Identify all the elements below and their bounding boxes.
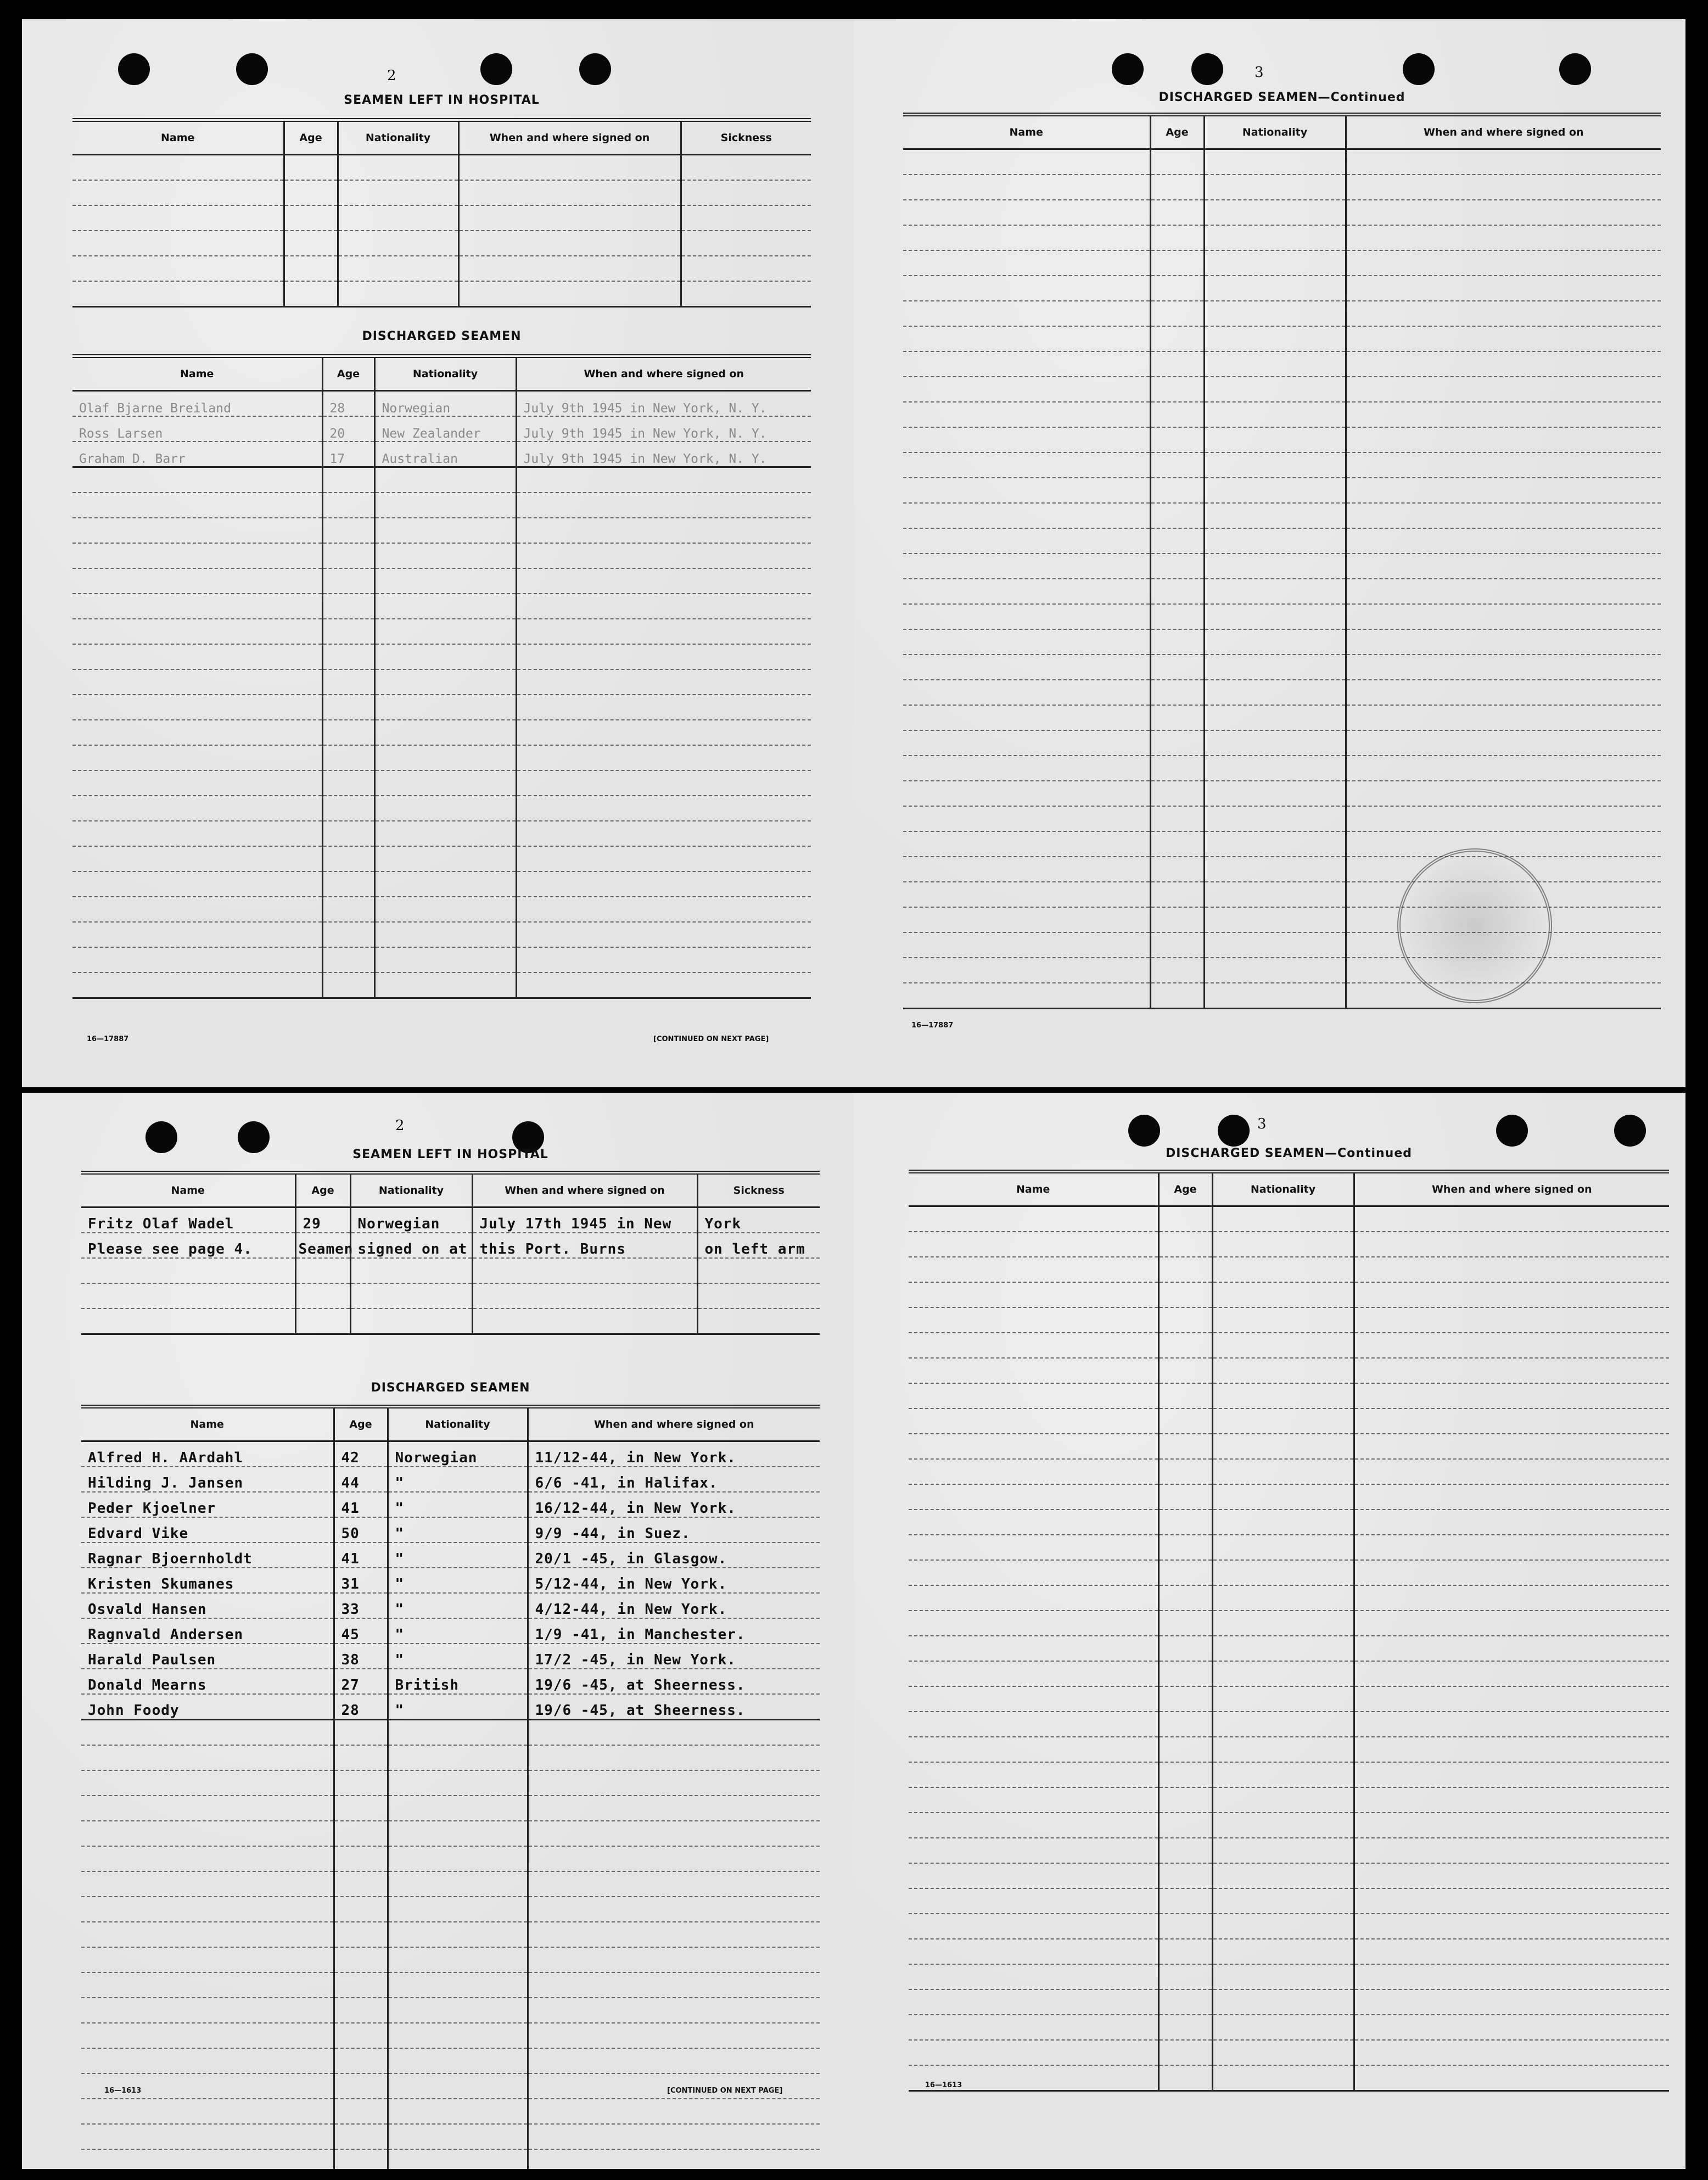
seaman-nationality: Australian <box>374 441 516 467</box>
seaman-signed-on: 11/12-44, in New York. <box>528 1441 820 1467</box>
col-header-age: Age <box>284 120 338 155</box>
col-header-signed-on: When and where signed on <box>528 1407 820 1441</box>
table-row <box>81 1922 820 1947</box>
table-row <box>72 155 811 181</box>
page-number: 2 <box>387 68 396 84</box>
seaman-age: 41 <box>334 1492 388 1517</box>
patient-note: signed on at <box>350 1233 472 1258</box>
table-row <box>909 1560 1669 1585</box>
table-row <box>909 1358 1669 1383</box>
table-row <box>81 1720 820 1746</box>
table-row <box>909 1510 1669 1535</box>
seaman-nationality: " <box>388 1492 528 1517</box>
continued-note: [CONTINUED ON NEXT PAGE] <box>667 2087 783 2095</box>
table-row <box>81 1309 820 1334</box>
col-header-age: Age <box>1150 115 1204 149</box>
table-row <box>909 1636 1669 1661</box>
table-row <box>903 806 1661 831</box>
seaman-age: 31 <box>334 1568 388 1593</box>
seaman-name: Alfred H. AArdahl <box>81 1441 334 1467</box>
col-header-age: Age <box>1158 1172 1212 1206</box>
seaman-nationality: " <box>388 1542 528 1568</box>
table-row <box>903 579 1661 604</box>
col-header-nationality: Nationality <box>1212 1172 1354 1206</box>
blank-rows <box>909 1206 1669 2091</box>
col-header-name: Name <box>72 120 284 155</box>
table-row <box>909 1888 1669 1914</box>
seaman-signed-on: July 9th 1945 in New York, N. Y. <box>516 416 811 441</box>
punch-hole <box>579 53 611 85</box>
blank-rows <box>903 149 1661 1009</box>
table-row <box>909 1762 1669 1787</box>
col-header-nationality: Nationality <box>388 1407 528 1441</box>
table-row <box>72 871 811 897</box>
table-row <box>903 149 1661 175</box>
seaman-signed-on: July 9th 1945 in New York, N. Y. <box>516 441 811 467</box>
hospital-heading: SEAMEN LEFT IN HOSPITAL <box>352 1148 548 1161</box>
seaman-name: John Foody <box>81 1694 334 1720</box>
seaman-age: 41 <box>334 1542 388 1568</box>
discharged-continued-table <box>909 1170 1669 2092</box>
seaman-nationality: " <box>388 1568 528 1593</box>
col-header-signed-on: When and where signed on <box>516 356 811 391</box>
seaman-nationality: " <box>388 1517 528 1542</box>
punch-hole <box>1403 53 1435 85</box>
table-row <box>909 1307 1669 1333</box>
table-row <box>81 1492 820 1517</box>
table-row <box>72 205 811 231</box>
col-header-name: Name <box>81 1407 334 1441</box>
col-header-age: Age <box>322 356 374 391</box>
discharged-heading: DISCHARGED SEAMEN <box>362 329 522 343</box>
table-row <box>909 1914 1669 1939</box>
table-header-row <box>72 120 811 155</box>
table-row <box>72 619 811 644</box>
seaman-name: Harald Paulsen <box>81 1644 334 1669</box>
table-row <box>909 1838 1669 1863</box>
sheet-bottom-left <box>22 1093 854 2169</box>
table-row <box>72 467 811 493</box>
table-row <box>909 1964 1669 1989</box>
seaman-signed-on: 1/9 -41, in Manchester. <box>528 1618 820 1644</box>
discharged-continued-table <box>903 113 1661 1009</box>
table-row <box>72 972 811 998</box>
seaman-signed-on: 6/6 -41, in Halifax. <box>528 1467 820 1492</box>
seaman-age: 50 <box>334 1517 388 1542</box>
seaman-age: 27 <box>334 1669 388 1694</box>
col-header-name: Name <box>903 115 1150 149</box>
page-number: 3 <box>1257 1116 1267 1132</box>
punch-hole <box>1128 1115 1160 1147</box>
table-row <box>903 655 1661 680</box>
seaman-signed-on: 19/6 -45, at Sheerness. <box>528 1669 820 1694</box>
patient-signed-on: July 17th 1945 in New <box>472 1208 697 1233</box>
patient-sickness: York <box>697 1208 820 1233</box>
seaman-name: Osvald Hansen <box>81 1593 334 1618</box>
table-row <box>81 1441 820 1467</box>
table-row <box>81 2149 820 2169</box>
table-row <box>903 958 1661 983</box>
form-number: 16—17887 <box>911 1021 954 1030</box>
table-row <box>81 1542 820 1568</box>
table-row <box>72 720 811 745</box>
col-header-signed-on: When and where signed on <box>472 1173 697 1208</box>
table-row <box>903 250 1661 276</box>
seaman-age: 20 <box>322 416 374 441</box>
table-row <box>81 1233 820 1258</box>
seaman-name: Peder Kjoelner <box>81 1492 334 1517</box>
table-row <box>903 503 1661 528</box>
form-number: 16—1613 <box>925 2081 962 2089</box>
seaman-age: 44 <box>334 1467 388 1492</box>
seaman-name: Hilding J. Jansen <box>81 1467 334 1492</box>
table-row <box>72 518 811 543</box>
table-row <box>909 1737 1669 1762</box>
page-number: 3 <box>1255 64 1264 81</box>
table-row <box>903 225 1661 250</box>
patient-note: Seamen <box>295 1233 350 1258</box>
table-header-row <box>903 115 1661 149</box>
table-row <box>903 351 1661 377</box>
table-row <box>81 1897 820 1922</box>
seaman-signed-on: 9/9 -44, in Suez. <box>528 1517 820 1542</box>
seaman-signed-on: 17/2 -45, in New York. <box>528 1644 820 1669</box>
table-row <box>72 231 811 256</box>
seaman-nationality: Norwegian <box>388 1441 528 1467</box>
table-row <box>903 705 1661 730</box>
seaman-nationality: " <box>388 1644 528 1669</box>
seaman-name: Olaf Bjarne Breiland <box>72 391 322 417</box>
hospital-heading: SEAMEN LEFT IN HOSPITAL <box>344 93 540 107</box>
seaman-name: Graham D. Barr <box>72 441 322 467</box>
table-row <box>909 1232 1669 1257</box>
table-row <box>909 1535 1669 1560</box>
col-header-signed-on: When and where signed on <box>1346 115 1661 149</box>
table-row <box>81 1568 820 1593</box>
table-row <box>81 2073 820 2099</box>
table-row <box>909 1813 1669 1838</box>
punch-hole <box>1112 53 1144 85</box>
col-header-age: Age <box>295 1173 350 1208</box>
table-row <box>903 301 1661 326</box>
col-header-nationality: Nationality <box>1204 115 1346 149</box>
table-row <box>81 1593 820 1618</box>
seaman-age: 33 <box>334 1593 388 1618</box>
table-row <box>903 276 1661 301</box>
seaman-signed-on: 20/1 -45, in Glasgow. <box>528 1542 820 1568</box>
punch-hole <box>1614 1115 1646 1147</box>
table-row <box>81 1745 820 1770</box>
table-row <box>81 2048 820 2073</box>
table-row <box>903 756 1661 781</box>
table-row <box>81 1618 820 1644</box>
seaman-signed-on: 16/12-44, in New York. <box>528 1492 820 1517</box>
seaman-age: 17 <box>322 441 374 467</box>
seaman-nationality: " <box>388 1694 528 1720</box>
col-header-sickness: Sickness <box>681 120 811 155</box>
table-row <box>909 1661 1669 1686</box>
col-header-nationality: Nationality <box>374 356 516 391</box>
table-row <box>909 1787 1669 1813</box>
table-header-row <box>909 1172 1669 1206</box>
table-row <box>81 2099 820 2124</box>
table-row <box>903 983 1661 1009</box>
seaman-age: 28 <box>322 391 374 417</box>
seaman-nationality: " <box>388 1593 528 1618</box>
sheet-bottom-right <box>854 1093 1685 2169</box>
seaman-signed-on: 5/12-44, in New York. <box>528 1568 820 1593</box>
seaman-nationality: " <box>388 1618 528 1644</box>
table-row <box>903 402 1661 427</box>
table-row <box>903 857 1661 882</box>
punch-hole <box>1218 1115 1250 1147</box>
discharged-continued-heading: DISCHARGED SEAMEN—Continued <box>1165 1147 1413 1160</box>
table-row <box>81 1972 820 1998</box>
table-row <box>909 2065 1669 2091</box>
table-row <box>903 629 1661 655</box>
form-number: 16—17887 <box>87 1035 129 1043</box>
table-row <box>72 846 811 871</box>
col-header-nationality: Nationality <box>350 1173 472 1208</box>
patient-nationality: Norwegian <box>350 1208 472 1233</box>
table-row <box>909 1257 1669 1282</box>
col-header-sickness: Sickness <box>697 1173 820 1208</box>
official-stamp <box>1397 848 1552 1003</box>
hospital-table <box>81 1171 820 1335</box>
table-row <box>903 781 1661 806</box>
table-row <box>81 1258 820 1283</box>
table-row <box>72 543 811 568</box>
patient-age: 29 <box>295 1208 350 1233</box>
table-row <box>81 1467 820 1492</box>
table-row <box>81 1669 820 1694</box>
table-row <box>72 669 811 695</box>
discharged-table <box>81 1405 820 2169</box>
discharged-continued-heading: DISCHARGED SEAMEN—Continued <box>1158 91 1405 104</box>
seaman-name: Ragnar Bjoernholdt <box>81 1542 334 1568</box>
table-row <box>903 680 1661 705</box>
page-number: 2 <box>395 1117 405 1134</box>
col-header-name: Name <box>81 1173 295 1208</box>
seaman-nationality: Norwegian <box>374 391 516 417</box>
col-header-age: Age <box>334 1407 388 1441</box>
table-row <box>909 1989 1669 2015</box>
table-row <box>81 1821 820 1846</box>
seaman-nationality: New Zealander <box>374 416 516 441</box>
table-row <box>81 1283 820 1309</box>
seaman-name: Donald Mearns <box>81 1669 334 1694</box>
seaman-name: Kristen Skumanes <box>81 1568 334 1593</box>
table-row <box>72 745 811 770</box>
table-row <box>903 478 1661 503</box>
table-row <box>909 1206 1669 1232</box>
table-row <box>81 1517 820 1542</box>
patient-name: Fritz Olaf Wadel <box>81 1208 295 1233</box>
col-header-name: Name <box>72 356 322 391</box>
seaman-nationality: " <box>388 1467 528 1492</box>
table-row <box>903 831 1661 857</box>
table-row <box>72 594 811 619</box>
hospital-table <box>72 118 811 308</box>
seaman-age: 42 <box>334 1441 388 1467</box>
table-header-row <box>81 1407 820 1441</box>
table-row <box>903 326 1661 351</box>
table-row <box>72 256 811 281</box>
table-row <box>909 1712 1669 1737</box>
blank-rows <box>72 467 811 998</box>
table-row <box>909 1333 1669 1358</box>
seaman-signed-on: 19/6 -45, at Sheerness. <box>528 1694 820 1720</box>
table-row <box>72 644 811 669</box>
table-row <box>81 1947 820 1972</box>
discharged-table <box>72 354 811 999</box>
punch-hole <box>1496 1115 1528 1147</box>
table-row <box>72 568 811 594</box>
table-row <box>909 1383 1669 1408</box>
seaman-name: Ragnvald Andersen <box>81 1618 334 1644</box>
table-row <box>909 1282 1669 1307</box>
table-row <box>81 1644 820 1669</box>
seaman-age: 28 <box>334 1694 388 1720</box>
table-row <box>909 1939 1669 1964</box>
sheet-top-right <box>854 19 1685 1087</box>
table-row <box>72 391 811 417</box>
table-header-row <box>81 1173 820 1208</box>
patient-note: this Port. Burns <box>472 1233 697 1258</box>
table-row <box>903 730 1661 756</box>
table-row <box>903 604 1661 629</box>
table-row <box>909 1585 1669 1611</box>
table-row <box>909 2015 1669 2040</box>
sheet-top-left <box>22 19 854 1087</box>
blank-rows <box>81 1720 820 2170</box>
table-row <box>72 897 811 922</box>
table-row <box>909 2040 1669 2065</box>
table-row <box>903 175 1661 200</box>
form-number: 16—1613 <box>104 2087 142 2095</box>
table-row <box>72 281 811 307</box>
table-row <box>903 427 1661 452</box>
continued-note: [CONTINUED ON NEXT PAGE] <box>653 1035 769 1043</box>
table-row <box>72 922 811 947</box>
table-row <box>81 2124 820 2149</box>
seaman-name: Ross Larsen <box>72 416 322 441</box>
col-header-signed-on: When and where signed on <box>458 120 681 155</box>
seaman-age: 38 <box>334 1644 388 1669</box>
table-header-row <box>72 356 811 391</box>
punch-hole <box>480 53 512 85</box>
table-row <box>72 180 811 205</box>
table-row <box>909 1863 1669 1888</box>
patient-note: Please see page 4. <box>81 1233 295 1258</box>
table-row <box>909 1434 1669 1459</box>
table-row <box>72 770 811 796</box>
table-row <box>909 1484 1669 1510</box>
table-row <box>72 441 811 467</box>
seaman-signed-on: July 9th 1945 in New York, N. Y. <box>516 391 811 417</box>
patient-sickness-detail: on left arm <box>697 1233 820 1258</box>
seaman-nationality: British <box>388 1669 528 1694</box>
table-row <box>903 200 1661 225</box>
table-row <box>903 528 1661 554</box>
table-row <box>81 1846 820 1871</box>
table-row <box>909 1459 1669 1484</box>
table-row <box>81 1871 820 1897</box>
punch-hole <box>1191 53 1223 85</box>
punch-hole <box>1559 53 1591 85</box>
punch-hole <box>236 53 268 85</box>
table-row <box>903 452 1661 478</box>
table-row <box>81 1694 820 1720</box>
col-header-name: Name <box>909 1172 1158 1206</box>
table-row <box>72 493 811 518</box>
table-row <box>72 416 811 441</box>
seaman-age: 45 <box>334 1618 388 1644</box>
seaman-name: Edvard Vike <box>81 1517 334 1542</box>
col-header-signed-on: When and where signed on <box>1354 1172 1669 1206</box>
table-row <box>72 695 811 720</box>
table-row <box>909 1686 1669 1712</box>
col-header-nationality: Nationality <box>338 120 458 155</box>
punch-hole <box>118 53 150 85</box>
table-row <box>72 947 811 972</box>
table-row <box>909 1611 1669 1636</box>
discharged-heading: DISCHARGED SEAMEN <box>371 1381 530 1395</box>
table-row <box>81 1796 820 1821</box>
seaman-signed-on: 4/12-44, in New York. <box>528 1593 820 1618</box>
table-row <box>81 1208 820 1233</box>
table-row <box>81 1770 820 1796</box>
table-row <box>909 1408 1669 1434</box>
table-row <box>903 377 1661 402</box>
table-row <box>81 2023 820 2048</box>
table-row <box>903 554 1661 579</box>
table-row <box>72 796 811 821</box>
table-row <box>81 1998 820 2023</box>
table-row <box>72 821 811 846</box>
